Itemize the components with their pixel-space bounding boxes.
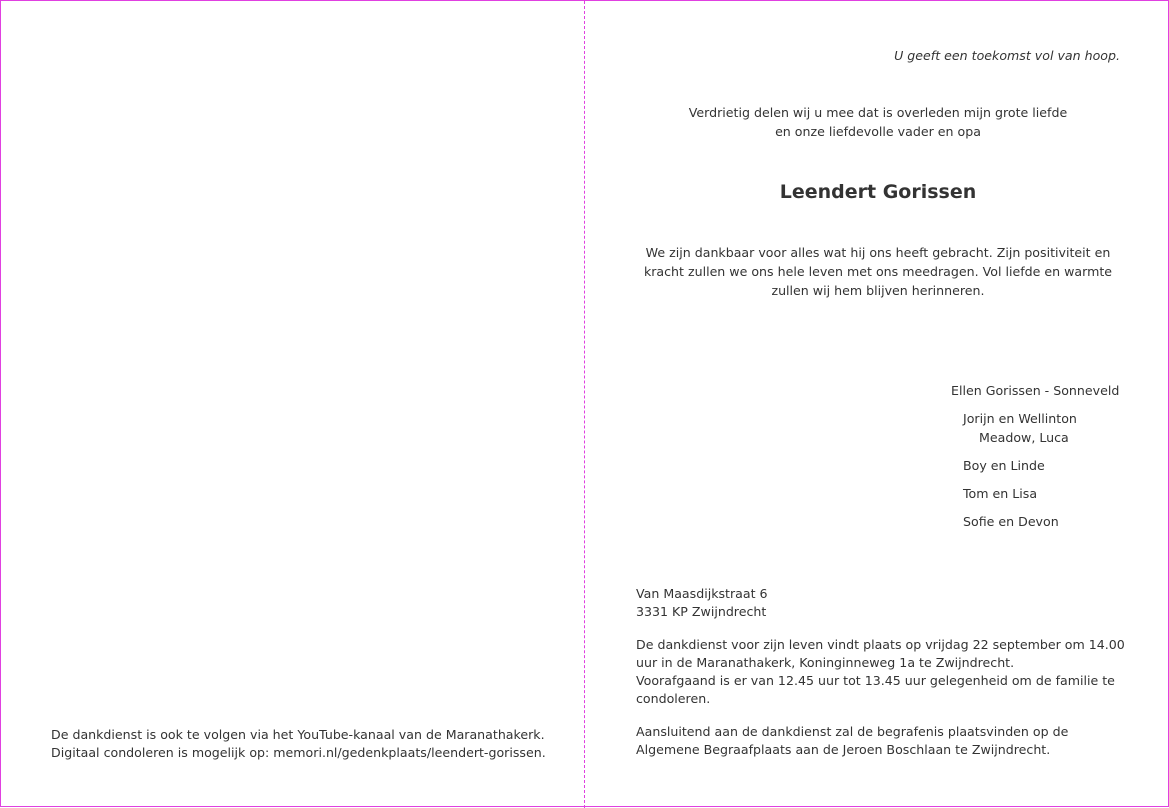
deceased-name: Leendert Gorissen [779, 181, 977, 203]
fold-line [584, 1, 585, 808]
burial-line: Algemene Begraafplaats aan de Jeroen Boschlaan te Zwijndrecht. [636, 742, 1051, 757]
home-address [636, 585, 768, 621]
family-child: Jorijn en Wellinton [963, 411, 1077, 426]
left-note [51, 726, 571, 762]
service-line: uur in de Maranathakerk, Koninginneweg 1a te Zwijndrecht. [636, 655, 1015, 670]
service-line: Voorafgaand is er van 12.45 uur tot 13.45 uur gelegenheid om de familie te [636, 673, 1115, 688]
family-child: Boy en Linde [963, 458, 1045, 473]
burial-info [636, 723, 1126, 759]
right-panel [586, 1, 1169, 808]
service-info [636, 636, 1126, 708]
gratitude-line: zullen wij hem blijven herinneren. [771, 283, 985, 298]
intro-line: Verdrietig delen wij u mee dat is overleden mijn grote liefde [688, 105, 1068, 120]
family-spouse: Ellen Gorissen - Sonneveld [951, 383, 1120, 398]
family-grandchildren: Meadow, Luca [979, 430, 1069, 445]
family-child: Tom en Lisa [963, 486, 1038, 501]
gratitude-text [636, 243, 1120, 300]
gratitude-line: We zijn dankbaar voor alles wat hij ons heeft gebracht. Zijn positiviteit en [645, 245, 1111, 260]
motto: U geeft een toekomst vol van hoop. [894, 48, 1120, 63]
condolence-note: Digitaal condoleren is mogelijk op: memori.nl/gedenkplaats/leendert-gorissen. [51, 745, 546, 760]
youtube-note: De dankdienst is ook te volgen via het YouTube-kanaal van de Maranathakerk. [51, 727, 545, 742]
intro-text [586, 103, 1169, 141]
address-street: Van Maasdijkstraat 6 [636, 586, 768, 601]
burial-line: Aansluitend aan de dankdienst zal de begrafenis plaatsvinden op de [636, 724, 1069, 739]
service-line: De dankdienst voor zijn leven vindt plaats op vrijdag 22 september om 14.00 [636, 637, 1125, 652]
gratitude-line: kracht zullen we ons hele leven met ons meedragen. Vol liefde en warmte [643, 264, 1113, 279]
family-child: Sofie en Devon [963, 514, 1059, 529]
service-line: condoleren. [636, 691, 711, 706]
intro-line: en onze liefdevolle vader en opa [775, 124, 981, 139]
address-city: 3331 KP Zwijndrecht [636, 604, 767, 619]
